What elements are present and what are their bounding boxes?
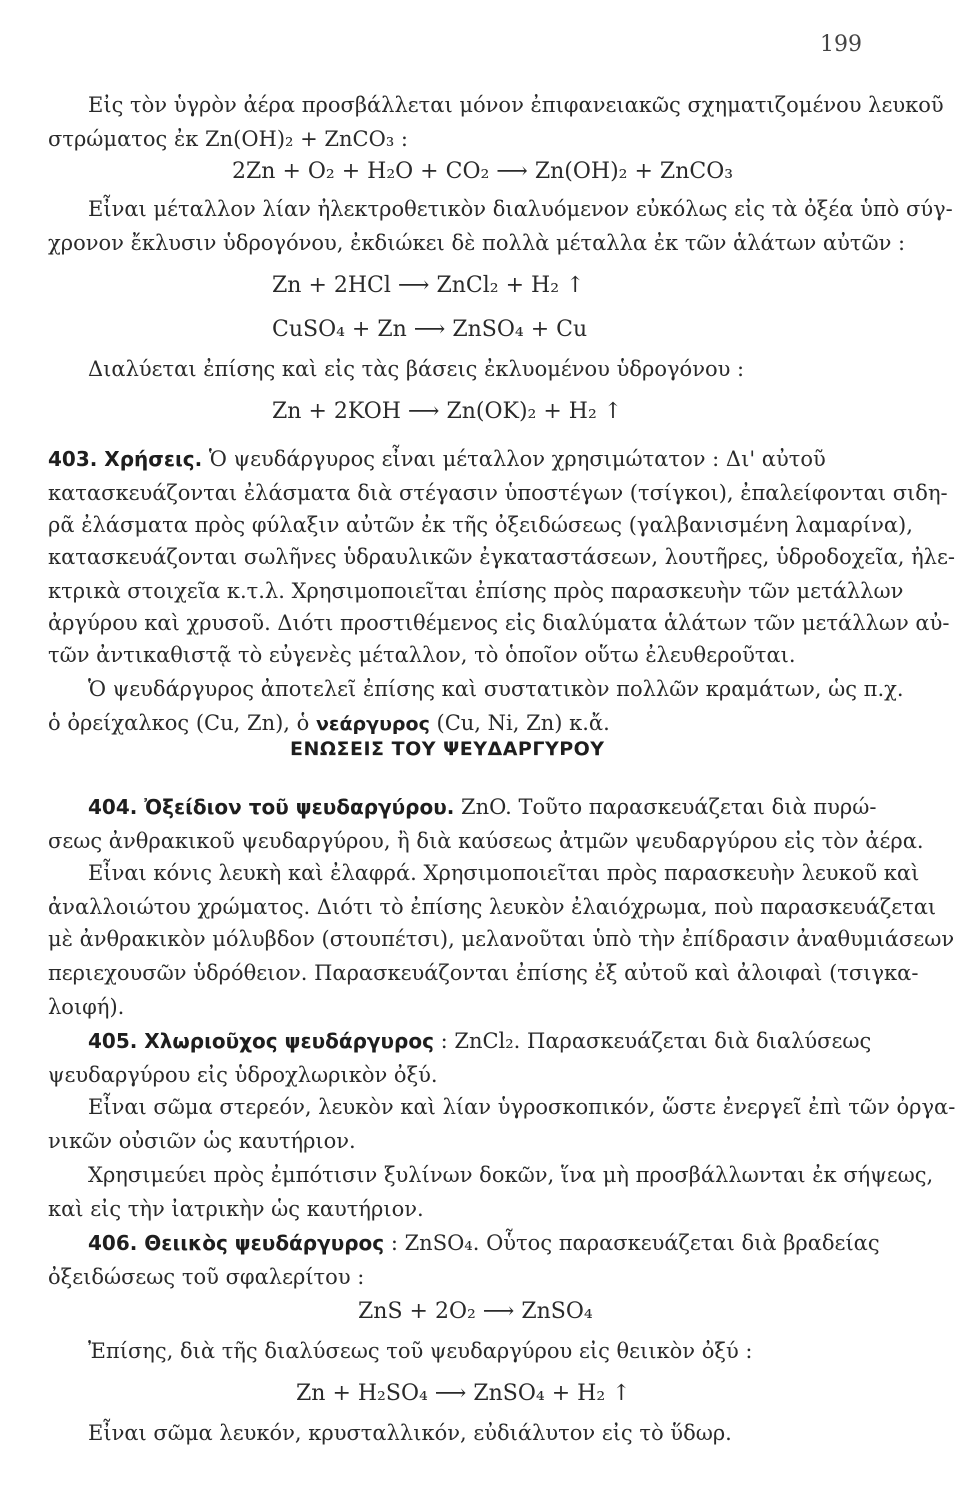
equation: CuSO₄ + Zn ⟶ ZnSO₄ + Cu bbox=[272, 317, 588, 342]
text-line: ὀξειδώσεως τοῦ σφαλερίτου : bbox=[48, 1265, 365, 1289]
paragraph-403-first-line bbox=[48, 446, 826, 472]
text-line: κτρικὰ στοιχεῖα κ.τ.λ. Χρησιμοποιεῖται ἐπίσης πρὸς παρασκευὴν τῶν μετάλλων bbox=[48, 579, 904, 603]
text-line: ἀργύρου καὶ χρυσοῦ. Διότι προστιθέμενος εἰς διαλύματα ἁλάτων τῶν μετάλλων αὐ- bbox=[48, 611, 950, 635]
paragraph-405-first-line bbox=[88, 1028, 871, 1054]
text-line: Ἐπίσης, διὰ τῆς διαλύσεως τοῦ ψευδαργύρου εἰς θειικὸν ὀξύ : bbox=[88, 1339, 753, 1363]
text-run: (Cu, Ni, Zn) κ.ἄ. bbox=[429, 711, 610, 735]
text-line: κατασκευάζονται σωλῆνες ὑδραυλικῶν ἐγκαταστάσεων, λουτῆρες, ὑδροδοχεῖα, ἠλε- bbox=[48, 545, 955, 569]
page-number: 199 bbox=[820, 32, 862, 57]
text-line: σεως ἀνθρακικοῦ ψευδαργύρου, ἢ διὰ καύσεως ἀτμῶν ψευδαργύρου εἰς τὸν ἀέρα. bbox=[48, 829, 924, 853]
text-line: χρονον ἔκλυσιν ὑδρογόνου, ἐκδιώκει δὲ πολλὰ μέταλλα ἐκ τῶν ἁλάτων αὐτῶν : bbox=[48, 231, 906, 255]
text-run: : ZnSO₄. Οὗτος παρασκευάζεται διὰ βραδείας bbox=[384, 1231, 880, 1255]
section-title: ΕΝΩΣΕΙΣ ΤΟΥ ΨΕΥΔΑΡΓΥΡΟΥ bbox=[290, 738, 605, 760]
text-line: Εἶναι μέταλλον λίαν ἠλεκτροθετικὸν διαλυόμενον εὐκόλως εἰς τὰ ὀξέα ὑπὸ σύγ- bbox=[88, 197, 953, 221]
text-line bbox=[48, 710, 610, 737]
section-heading-406: 406. Θειικὸς ψευδάργυρος bbox=[88, 1231, 385, 1255]
text-line: μὲ ἀνθρακικὸν μόλυβδον (στουπέτσι), μελανοῦται ὑπὸ τὴν ἐπίδρασιν ἀναθυμιάσεων bbox=[48, 927, 955, 951]
paragraph-406-first-line bbox=[88, 1230, 880, 1256]
text-line: Εἶναι σῶμα στερεόν, λευκὸν καὶ λίαν ὑγροσκοπικόν, ὥστε ἐνεργεῖ ἐπὶ τῶν ὀργα- bbox=[88, 1095, 956, 1119]
equation: ZnS + 2O₂ ⟶ ZnSO₄ bbox=[358, 1299, 593, 1324]
text-line: λοιφή). bbox=[48, 995, 125, 1019]
text-line: στρώματος ἐκ Zn(OH)₂ + ZnCO₃ : bbox=[48, 127, 408, 151]
equation: 2Zn + O₂ + H₂O + CO₂ ⟶ Zn(OH)₂ + ZnCO₃ bbox=[232, 159, 734, 184]
text-line: κατασκευάζονται ἐλάσματα διὰ στέγασιν ὑποστέγων (τσίγκοι), ἐπαλείφονται σιδη- bbox=[48, 481, 948, 505]
text-line: Εἶναι σῶμα λευκόν, κρυσταλλικόν, εὐδιάλυτον εἰς τὸ ὕδωρ. bbox=[88, 1421, 732, 1445]
text-run: : ZnCl₂. Παρασκευάζεται διὰ διαλύσεως bbox=[433, 1029, 872, 1053]
text-line: ψευδαργύρου εἰς ὑδροχλωρικὸν ὀξύ. bbox=[48, 1063, 438, 1087]
equation: Zn + 2KOH ⟶ Zn(OK)₂ + H₂ ↑ bbox=[272, 399, 623, 424]
section-heading-404: 404. Ὀξείδιον τοῦ ψευδαργύρου. bbox=[88, 795, 455, 819]
text-line: νικῶν οὐσιῶν ὡς καυτήριον. bbox=[48, 1129, 356, 1153]
text-line: Ὁ ψευδάργυρος ἀποτελεῖ ἐπίσης καὶ συστατικὸν πολλῶν κραμάτων, ὡς π.χ. bbox=[88, 677, 904, 701]
text-line: Χρησιμεύει πρὸς ἐμπότισιν ξυλίνων δοκῶν, ἵνα μὴ προσβάλλωνται ἐκ σήψεως, bbox=[88, 1163, 934, 1187]
text-line: Εἰς τὸν ὑγρὸν ἀέρα προσβάλλεται μόνον ἐπιφανειακῶς σχηματιζομένου λευκοῦ bbox=[88, 93, 944, 117]
equation: Zn + H₂SO₄ ⟶ ZnSO₄ + H₂ ↑ bbox=[296, 1381, 631, 1406]
text-line: ρᾶ ἐλάσματα πρὸς φύλαξιν αὐτῶν ἐκ τῆς ὀξειδώσεως (γαλβανισμένη λαμαρίνα), bbox=[48, 513, 913, 537]
text-line: Διαλύεται ἐπίσης καὶ εἰς τὰς βάσεις ἐκλυομένου ὑδρογόνου : bbox=[88, 357, 745, 381]
text-line: τῶν ἀντικαθιστᾷ τὸ εὐγενὲς μέταλλον, τὸ ὁποῖον οὕτω ἐλευθεροῦται. bbox=[48, 643, 796, 667]
keyword-neargyros: νεάργυρος bbox=[315, 713, 430, 735]
paragraph-404-first-line bbox=[88, 794, 876, 820]
section-heading-405: 405. Χλωριοῦχος ψευδάργυρος bbox=[88, 1029, 434, 1053]
text-run: ὁ ὀρείχαλκος (Cu, Zn), ὁ bbox=[48, 711, 316, 735]
text-run: ZnO. Τοῦτο παρασκευάζεται διὰ πυρώ- bbox=[454, 795, 877, 819]
text-line: ἀναλλοιώτου χρώματος. Διότι τὸ ἐπίσης λευκὸν ἐλαιόχρωμα, ποὺ παρασκευάζεται bbox=[48, 895, 937, 919]
text-line: καὶ εἰς τὴν ἰατρικὴν ὡς καυτήριον. bbox=[48, 1197, 424, 1221]
text-line: Εἶναι κόνις λευκὴ καὶ ἐλαφρά. Χρησιμοποιεῖται πρὸς παρασκευὴν λευκοῦ καὶ bbox=[88, 861, 920, 885]
text-run: Ὁ ψευδάργυρος εἶναι μέταλλον χρησιμώτατον : Δι' αὐτοῦ bbox=[202, 447, 826, 471]
section-heading-403: 403. Χρήσεις. bbox=[48, 447, 203, 471]
equation: Zn + 2HCl ⟶ ZnCl₂ + H₂ ↑ bbox=[272, 273, 585, 298]
text-line: περιεχουσῶν ὑδρόθειον. Παρασκευάζονται ἐπίσης ἐξ αὐτοῦ καὶ ἀλοιφαὶ (τσιγκα- bbox=[48, 961, 919, 985]
